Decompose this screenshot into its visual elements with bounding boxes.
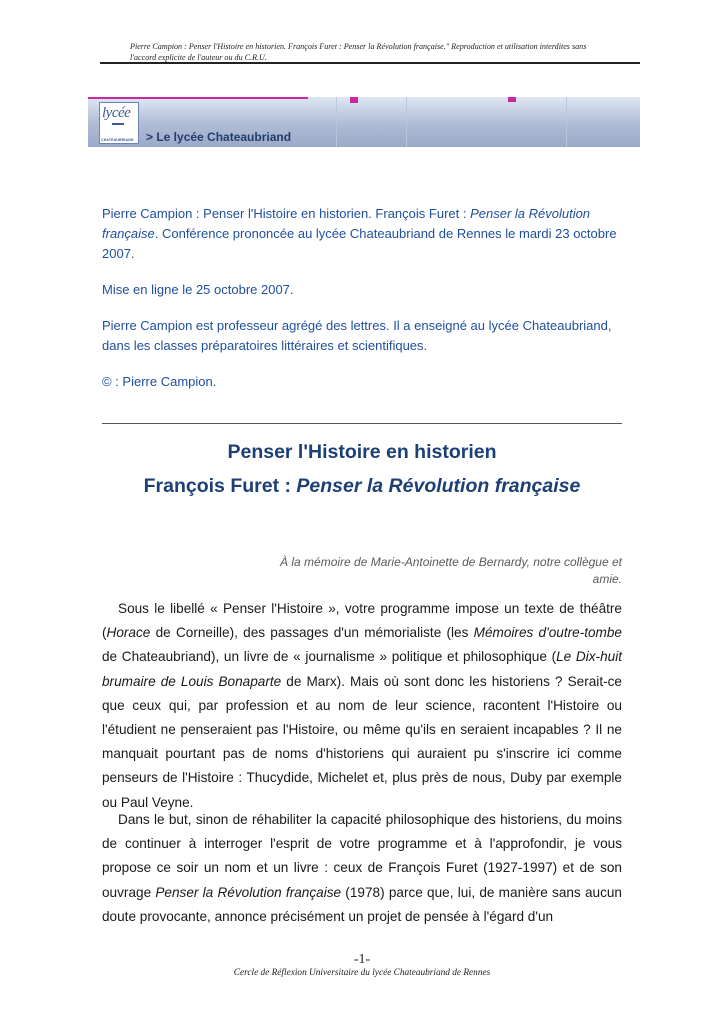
subtitle-author: François Furet : [143,475,297,497]
work-title: Horace [106,625,151,641]
work-title: Mémoires d'outre-tombe [473,625,622,641]
dedication: À la mémoire de Marie-Antoinette de Bernardy, notre collègue et amie. [280,555,622,586]
paragraph-text: de Chateaubriand), un livre de « journalisme » politique et philosophique ( [102,649,557,665]
banner-accent-mark [350,97,358,103]
banner-accent-stripe [88,97,308,99]
paragraph-text: Dans le but, sinon de réhabiliter la capacité philosophique des historiens, du moins de continuer à interroger l'esprit de votre programme et à l'approfondir, je vous propose ce soir un nom et un livre : ceux de François Furet (1927-1997) et de son ouvrage [102,812,622,900]
subtitle-book: Penser la Révolution française [296,475,581,497]
body-paragraph-2 [102,808,622,929]
paragraph-text: de Marx). Mais où sont donc les historiens ? Serait-ce que ceux qui, par profession et au nom de leur science, racontent l'Histoire ou l'étudient ne penseraient pas l'Histoire, ou même qu'ils en seraient incapables ? Il ne manquait pourtant pas de noms d'historiens qui auraient pu s'inscrire ici comme penseurs de l'Histoire : Thucydide, Michelet et, plus près de nous, Duby par exemple ou Paul Veyne. [102,673,622,810]
intro-book-title: Penser la Révolution française [102,206,591,241]
page-footer: Cercle de Réflexion Universitaire du lycée Chateaubriand de Rennes [233,968,491,978]
section-rule [102,423,622,424]
copyright-notice: © : Pierre Campion. [102,374,217,389]
paragraph-text: (1978) parce que, lui, de manière sans aucun doute provocante, annonce précisément un projet de pensée à l'égard d'un [102,884,622,924]
work-title: Le Dix-huit brumaire de Louis Bonaparte [102,649,622,689]
intro-reference-text: . Conférence prononcée au lycée Chateaubriand de Rennes le mardi 23 octobre 2007. [102,226,617,261]
school-banner [88,97,640,147]
banner-divider [336,97,337,147]
intro-reference [102,204,622,264]
logo-subtext: CHATEAUBRIAND [101,138,134,142]
online-date: Mise en ligne le 25 octobre 2007. [102,282,294,297]
intro-reference-text: Pierre Campion : Penser l'Histoire en historien. François Furet : [102,206,471,221]
header-rule [100,62,640,64]
school-logo [99,102,139,144]
page-number: -1- [353,952,371,967]
page-title: Penser l'Histoire en historien [227,441,497,463]
work-title: Penser la Révolution française [155,884,342,900]
page-subtitle [102,475,622,498]
banner-accent-mark [508,97,516,102]
logo-word: lycée [102,105,131,121]
author-bio: Pierre Campion est professeur agrégé des lettres. Il a enseigné au lycée Chateaubriand, dans les classes préparatoires littéraires et scientifiques. [102,318,612,353]
banner-divider [406,97,407,147]
paragraph-text: Sous le libellé « Penser l'Histoire », votre programme impose un texte de théâtre ( [102,601,622,641]
body-paragraph-1 [102,597,622,815]
banner-title: > Le lycée Chateaubriand [146,130,292,144]
logo-mark [112,123,124,125]
banner-divider [566,97,567,147]
paragraph-text: de Corneille), des passages d'un mémorialiste (les [150,625,474,641]
running-header: Pierre Campion : Penser l'Histoire en historien. François Furet : Penser la Révolution française." Reproduction et utilisation interdites sans l'accord explicite de l'auteur ou du C.R.U. [130,42,587,62]
